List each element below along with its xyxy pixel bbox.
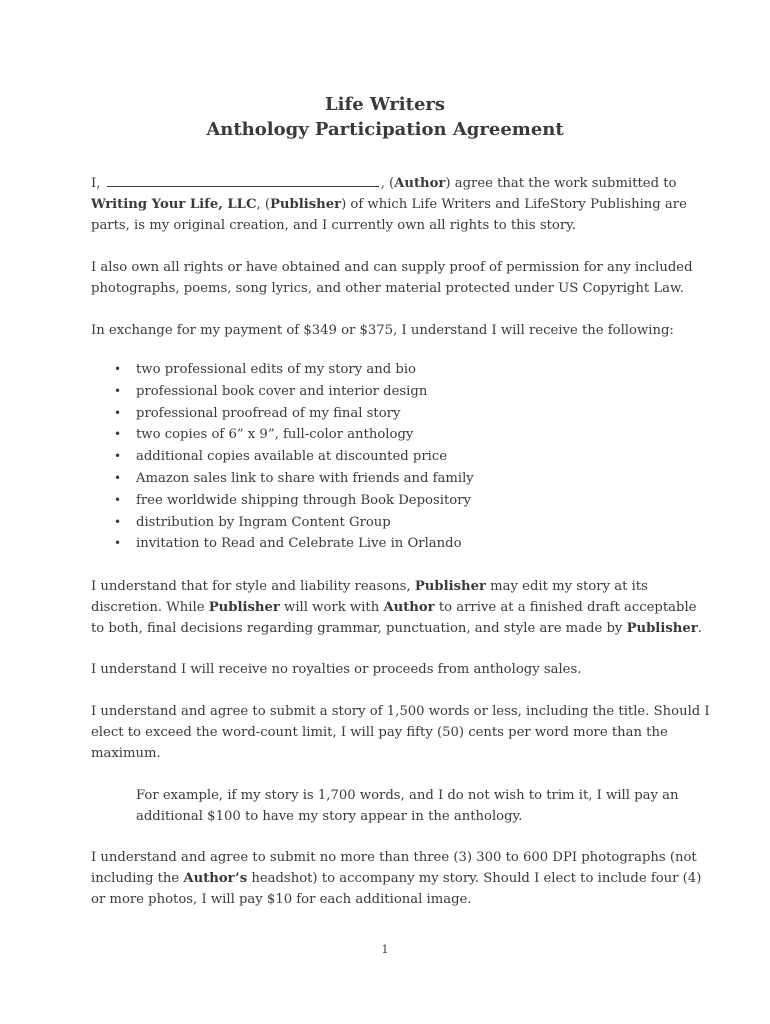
- paragraph-line: photographs, poems, song lyrics, and other material protected under US Copyright Law.: [91, 281, 684, 296]
- paragraph-line: For example, if my story is 1,700 words, and I do not wish to trim it, I will pay an: [136, 788, 679, 803]
- bullet-icon: •: [114, 536, 122, 551]
- paragraph-line: In exchange for my payment of $349 or $375, I understand I will receive the following:: [91, 323, 674, 338]
- paragraph-line: to both, final decisions regarding grammar, punctuation, and style are made by Publisher.: [91, 621, 702, 636]
- paragraph-line: Writing Your Life, LLC, (Publisher) of which Life Writers and LifeStory Publishing are: [91, 197, 687, 212]
- payment-paragraph: [91, 320, 691, 341]
- paragraph-line: I understand and agree to submit a story of 1,500 words or less, including the title. Should I: [91, 704, 710, 719]
- author-name-blank[interactable]: [107, 174, 379, 187]
- list-item: • invitation to Read and Celebrate Live in Orlando: [112, 533, 672, 555]
- bullet-icon: •: [114, 449, 122, 464]
- paragraph-line: parts, is my original creation, and I currently own all rights to this story.: [91, 218, 577, 233]
- paragraph-line: or more photos, I will pay $10 for each additional image.: [91, 892, 472, 907]
- paragraph-line: I understand that for style and liability reasons, Publisher may edit my story at its: [91, 579, 648, 594]
- list-item: • professional book cover and interior design: [112, 381, 672, 403]
- list-item: • Amazon sales link to share with friends and family: [112, 468, 672, 490]
- editing-paragraph: [91, 576, 702, 639]
- paragraph-line: additional $100 to have my story appear in the anthology.: [136, 809, 523, 824]
- document-title: Life Writers: [324, 94, 446, 115]
- photographs-paragraph: [91, 847, 702, 910]
- paragraph-line: elect to exceed the word-count limit, I will pay fifty (50) cents per word more than the: [91, 725, 668, 740]
- word-count-paragraph: [91, 701, 710, 764]
- bullet-icon: •: [114, 362, 122, 376]
- publisher-term: Publisher: [269, 197, 342, 212]
- paragraph-line: maximum.: [91, 746, 161, 761]
- list-item: • free worldwide shipping through Book Depository: [112, 490, 672, 512]
- publisher-term: Publisher: [208, 600, 280, 615]
- bullet-icon: •: [114, 514, 122, 529]
- list-item: • professional proofread of my final story: [112, 403, 672, 425]
- royalties-paragraph: [91, 659, 691, 680]
- paragraph-line: discretion. While Publisher will work with Author to arrive at a finished draft acceptable: [91, 600, 697, 615]
- page-number: 1: [381, 943, 389, 956]
- bullet-icon: •: [114, 492, 122, 507]
- paragraph-line: I understand and agree to submit no more than three (3) 300 to 600 DPI photographs (not: [91, 850, 697, 865]
- list-item: • two copies of 6” x 9”, full-color anthology: [112, 424, 672, 446]
- rights-paragraph: [91, 257, 691, 299]
- document-subtitle: Anthology Participation Agreement: [206, 119, 564, 140]
- author-term: Author: [383, 600, 435, 615]
- list-item: • two professional edits of my story and bio: [112, 359, 672, 381]
- bullet-icon: •: [114, 405, 122, 420]
- paragraph-line: including the Author’s headshot) to accompany my story. Should I elect to include four (4): [91, 871, 702, 886]
- bullet-icon: •: [114, 427, 122, 442]
- publisher-term: Publisher: [626, 621, 698, 636]
- paragraph-line: I, , (Author) agree that the work submitted to: [91, 176, 677, 191]
- author-term: Author: [394, 176, 446, 191]
- author-term: Author’s: [183, 871, 248, 886]
- publisher-term: Publisher: [414, 579, 486, 594]
- list-item: • distribution by Ingram Content Group: [112, 512, 672, 534]
- paragraph-line: I understand I will receive no royalties or proceeds from anthology sales.: [91, 662, 582, 677]
- bullet-icon: •: [114, 470, 122, 485]
- list-item: • additional copies available at discounted price: [112, 446, 672, 468]
- company-name: Writing Your Life, LLC: [91, 197, 257, 212]
- bullet-icon: •: [114, 383, 122, 398]
- benefits-list: [112, 359, 672, 555]
- paragraph-line: I also own all rights or have obtained and can supply proof of permission for any included: [91, 260, 693, 275]
- example-paragraph: [136, 785, 679, 827]
- author-declaration-paragraph: [91, 173, 691, 236]
